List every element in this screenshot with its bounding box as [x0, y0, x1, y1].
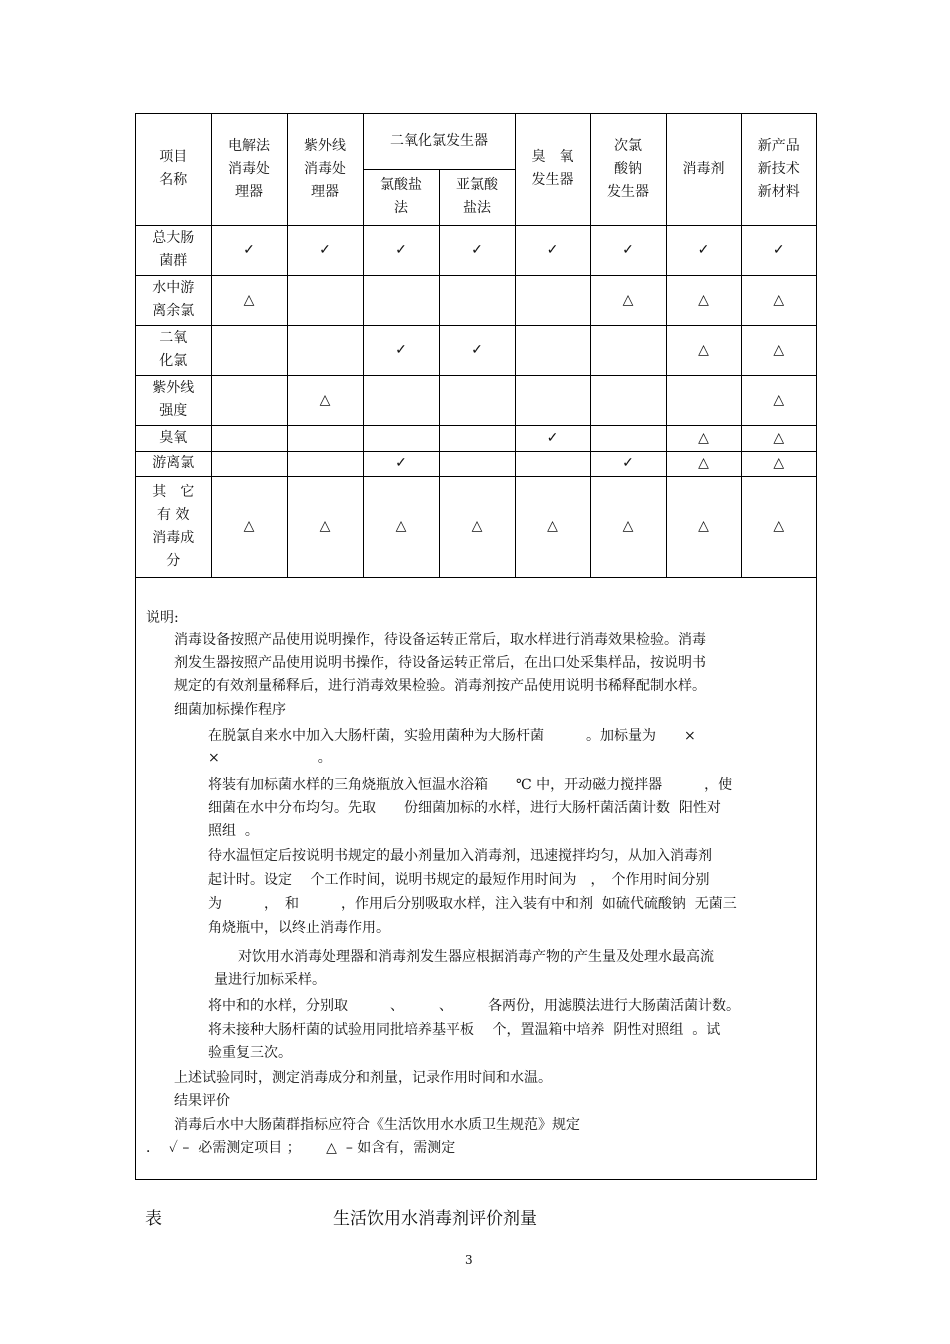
table-cell [363, 425, 439, 451]
table-caption-title: 生活饮用水消毒剂评价剂量 [333, 1209, 537, 1229]
table-cell [363, 375, 439, 425]
table-cell [211, 425, 287, 451]
table-row [136, 325, 816, 375]
table-cell: △ [741, 275, 816, 325]
notes-line: 消毒后水中大肠菌群指标应符合《生活饮用水水质卫生规范》规定 [174, 1117, 580, 1133]
table-cell: △ [439, 476, 515, 577]
table-cell: △ [741, 451, 816, 476]
notes-line: 照组 。 [208, 823, 259, 839]
table-caption-label: 表 [145, 1209, 162, 1229]
header-item-name: 项目 名称 [136, 114, 211, 225]
row-label: 水中游 离余氯 [136, 275, 211, 325]
table-cell [590, 325, 666, 375]
header-new-product: 新产品 新技术 新材料 [741, 114, 816, 225]
table-cell: ✓ [515, 225, 590, 275]
table-cell: △ [211, 275, 287, 325]
row-label: 二氧 化氯 [136, 325, 211, 375]
table-cell [439, 275, 515, 325]
header-chlorate: 氯酸盐 法 [363, 169, 439, 225]
table-cell [439, 375, 515, 425]
table-cell [515, 375, 590, 425]
table-cell [439, 425, 515, 451]
table-cell [363, 275, 439, 325]
table-cell: △ [741, 375, 816, 425]
table-cell: △ [211, 476, 287, 577]
table-cell [439, 451, 515, 476]
notes-legend: ． ✓ – 必需测定项目 ； △ – 如含有，需测定 [146, 1140, 456, 1156]
table-cell [287, 451, 363, 476]
table-row [136, 451, 816, 476]
table-row [136, 375, 816, 425]
table-cell: ✓ [211, 225, 287, 275]
table-cell: △ [666, 476, 741, 577]
table-cell [666, 375, 741, 425]
table-cell [515, 451, 590, 476]
table-cell: ✓ [590, 225, 666, 275]
table-cell: △ [741, 325, 816, 375]
table-cell [287, 425, 363, 451]
header-uv: 紫外线 消毒处 理器 [287, 114, 363, 225]
table-cell [590, 375, 666, 425]
notes-line: 起计时。设定 个工作时间，说明书规定的最短作用时间为 ， 个作用时间分别 [208, 872, 710, 888]
evaluation-frame [135, 113, 817, 1180]
table-cell: △ [666, 425, 741, 451]
table-cell: △ [741, 476, 816, 577]
header-ozone: 臭 氧 发生器 [515, 114, 590, 225]
table-row [136, 476, 816, 577]
notes-line: 将中和的水样，分别取 、 、 各两份，用滤膜法进行大肠菌活菌计数。 [208, 998, 740, 1014]
header-chlorite: 亚氯酸 盐法 [439, 169, 515, 225]
table-cell: ✓ [666, 225, 741, 275]
notes-line: 角烧瓶中，以终止消毒作用。 [208, 920, 390, 936]
notes-line: 为 ， 和 ，作用后分别吸取水样，注入装有中和剂 如硫代硫酸钠 无菌三 [208, 896, 737, 912]
header-electrolysis: 电解法 消毒处 理器 [211, 114, 287, 225]
header-hypochlorite: 次氯 酸钠 发生器 [590, 114, 666, 225]
table-cell [515, 325, 590, 375]
table-row [136, 225, 816, 275]
notes-line: 上述试验同时，测定消毒成分和剂量，记录作用时间和水温。 [174, 1070, 552, 1086]
notes-line: 将未接种大肠杆菌的试验用同批培养基平板 个，置温箱中培养 阴性对照组 。试 [208, 1022, 721, 1038]
notes-line: 验重复三次。 [208, 1045, 292, 1061]
table-row [136, 425, 816, 451]
notes-line: 细菌加标操作程序 [174, 702, 286, 718]
table-cell: △ [287, 476, 363, 577]
page-number: 3 [465, 1253, 473, 1267]
table-cell: ✓ [741, 225, 816, 275]
notes-line: 将装有加标菌水样的三角烧瓶放入恒温水浴箱 ℃ 中，开动磁力搅拌器 ，使 [208, 777, 733, 793]
notes-line: 量进行加标采样。 [214, 972, 326, 988]
table-cell [515, 275, 590, 325]
table-body [136, 225, 816, 577]
table-cell: △ [590, 476, 666, 577]
notes-line: 细菌在水中分布均匀。先取 份细菌加标的水样，进行大肠杆菌活菌计数 阳性对 [208, 800, 721, 816]
notes-line: 待水温恒定后按说明书规定的最小剂量加入消毒剂，迅速搅拌均匀，从加入消毒剂 [208, 848, 712, 864]
table-cell [211, 375, 287, 425]
row-label: 总大肠 菌群 [136, 225, 211, 275]
disinfection-test-table [136, 114, 816, 578]
table-cell: ✓ [439, 325, 515, 375]
table-cell: ✓ [515, 425, 590, 451]
table-cell: ✓ [363, 325, 439, 375]
table-cell: △ [741, 425, 816, 451]
table-cell [211, 451, 287, 476]
notes-line: 对饮用水消毒处理器和消毒剂发生器应根据消毒产物的产生量及处理水最高流 [238, 949, 714, 965]
table-cell: ✓ [287, 225, 363, 275]
table-cell [590, 425, 666, 451]
notes-line: 结果评价 [174, 1093, 230, 1109]
table-cell: △ [666, 325, 741, 375]
notes-line: × 。 [208, 750, 332, 766]
notes-line: 规定的有效剂量稀释后，进行消毒效果检验。消毒剂按产品使用说明书稀释配制水样。 [174, 678, 706, 694]
table-cell: △ [363, 476, 439, 577]
header-row-1 [136, 114, 816, 169]
notes-line: 在脱氯自来水中加入大肠杆菌，实验用菌种为大肠杆菌 。加标量为 × [208, 728, 696, 744]
row-label: 游离氯 [136, 451, 211, 476]
row-label: 臭氧 [136, 425, 211, 451]
table-cell: △ [590, 275, 666, 325]
table-cell: △ [666, 451, 741, 476]
row-label: 其 它 有 效 消毒成 分 [136, 476, 211, 577]
table-cell [287, 275, 363, 325]
header-disinfectant: 消毒剂 [666, 114, 741, 225]
notes-line: 消毒设备按照产品使用说明操作，待设备运转正常后，取水样进行消毒效果检验。消毒 [174, 632, 706, 648]
table-cell: ✓ [363, 225, 439, 275]
table-row [136, 275, 816, 325]
table-cell: △ [287, 375, 363, 425]
table-cell: △ [666, 275, 741, 325]
table-cell: ✓ [363, 451, 439, 476]
row-label: 紫外线 强度 [136, 375, 211, 425]
table-cell [211, 325, 287, 375]
header-clo2-group: 二氧化氯发生器 [363, 114, 515, 169]
table-cell: ✓ [439, 225, 515, 275]
notes-line: 剂发生器按照产品使用说明书操作，待设备运转正常后，在出口处采集样品，按说明书 [174, 655, 706, 671]
notes-heading: 说明: [146, 610, 179, 626]
table-cell [287, 325, 363, 375]
table-cell: △ [515, 476, 590, 577]
table-cell: ✓ [590, 451, 666, 476]
